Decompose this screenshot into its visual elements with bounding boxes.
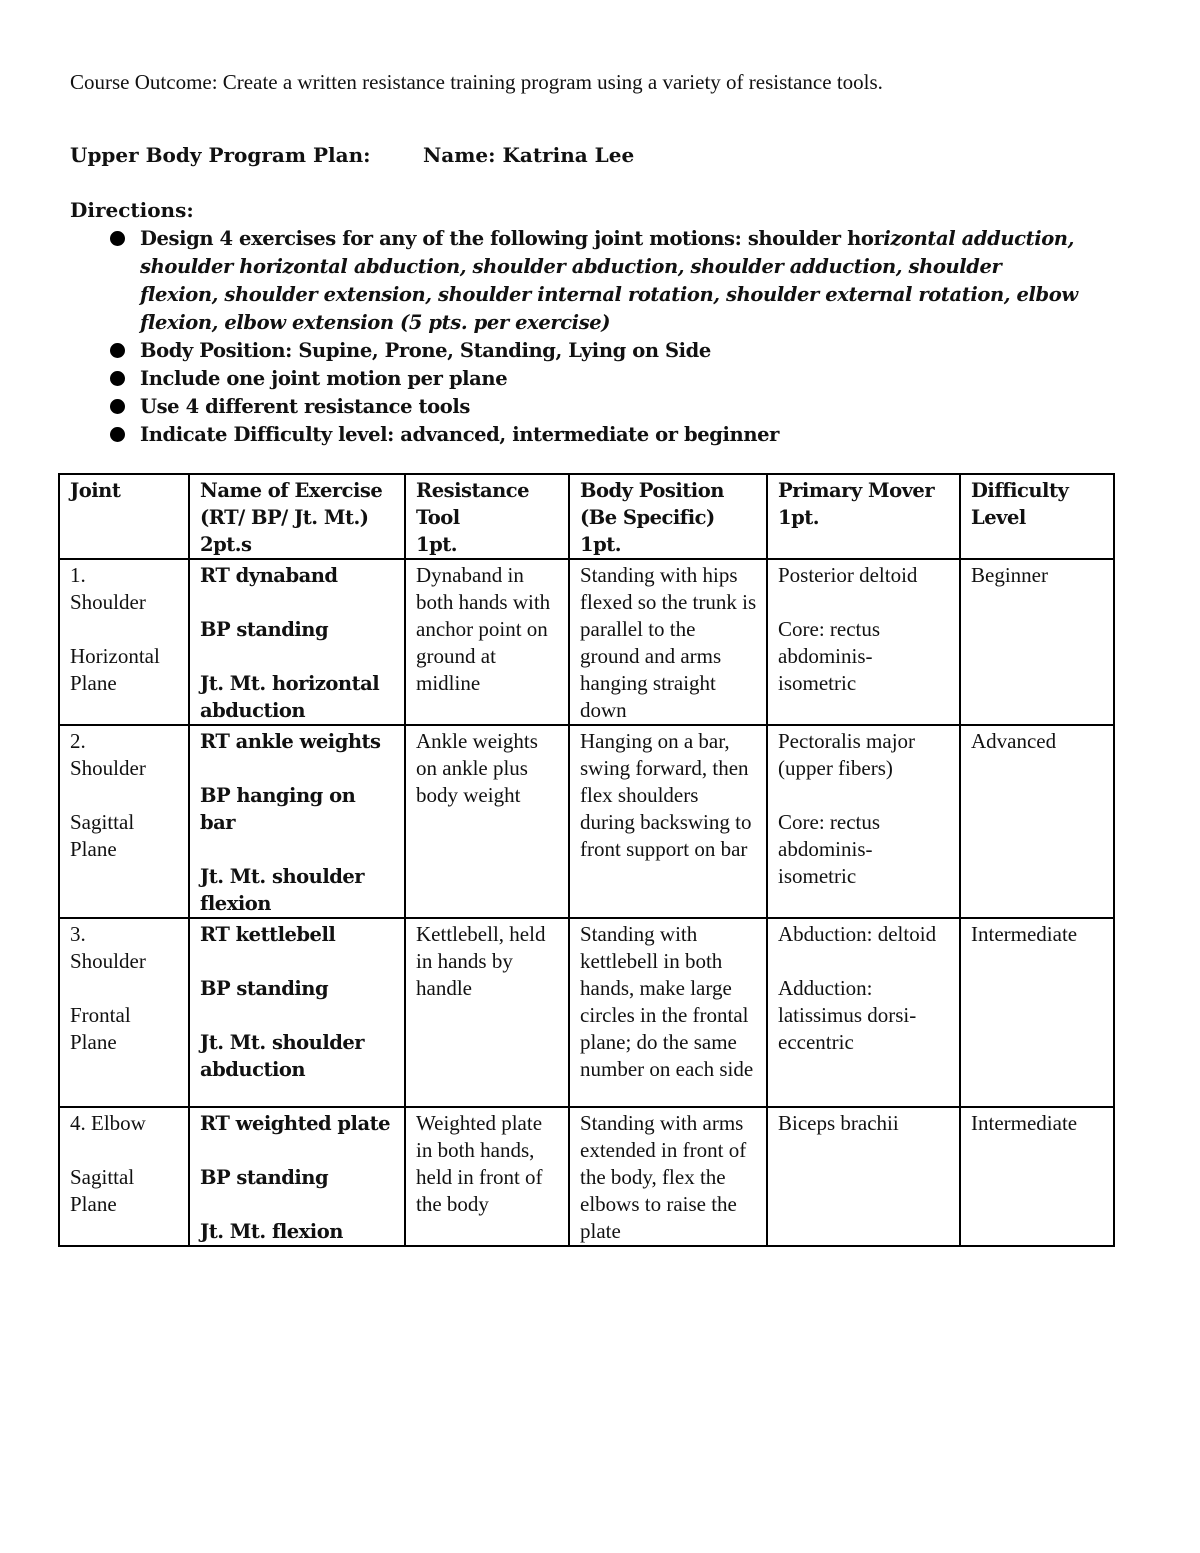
cell-exercise: RT kettlebell BP standing Jt. Mt. shoulder abduction [189,918,405,1107]
plan-label: Upper Body Program Plan: [70,143,371,167]
cell-joint: 4. Elbow Sagittal Plane [59,1107,189,1246]
bullet-icon [110,231,125,246]
cell-primary-mover: Abduction: deltoid Adduction: latissimus dorsi-eccentric [767,918,960,1107]
direction-text: Indicate Difficulty level: advanced, intermediate or beginner [140,423,779,446]
bullet-icon [110,343,125,358]
direction-text: Include one joint motion per plane [140,367,508,390]
header-resistance-tool: Resistance Tool 1pt. [405,474,569,559]
bullet-icon [110,427,125,442]
table-header-row [59,474,1114,559]
direction-item [70,337,1080,365]
cell-exercise: RT ankle weights BP hanging on bar Jt. Mt. shoulder flexion [189,725,405,918]
cell-resistance-tool: Weighted plate in both hands, held in front of the body [405,1107,569,1246]
student-name: Name: Katrina Lee [423,143,635,167]
cell-body-position: Standing with arms extended in front of the body, flex the elbows to raise the plate [569,1107,767,1246]
cell-difficulty: Intermediate [960,1107,1114,1246]
header-exercise: Name of Exercise (RT/ BP/ Jt. Mt.) 2pt.s [189,474,405,559]
direction-text: Use 4 different resistance tools [140,395,470,418]
cell-body-position: Standing with kettlebell in both hands, make large circles in the frontal plane; do the same number on each side [569,918,767,1107]
cell-difficulty: Advanced [960,725,1114,918]
header-joint: Joint [59,474,189,559]
cell-primary-mover: Posterior deltoid Core: rectus abdominis-isometric [767,559,960,725]
cell-resistance-tool: Dynaband in both hands with anchor point on ground at midline [405,559,569,725]
plan-header [70,143,635,167]
table-row [59,559,1114,725]
direction-item [70,393,1080,421]
course-outcome: Course Outcome: Create a written resistance training program using a variety of resistance tools. [70,70,883,94]
cell-resistance-tool: Ankle weights on ankle plus body weight [405,725,569,918]
direction-text: Design 4 exercises for any of the following joint motions: shoulder hor [140,227,884,250]
header-body-position: Body Position (Be Specific) 1pt. [569,474,767,559]
direction-text-italic: izontal adduction, shoulder horizontal abduction, shoulder abduction, shoulder adduction, shoulder flexion, shoulder extension, shoulder internal rotation, shoulder external rotation, elbow flexion, elbow extension (5 pts. per exercise) [140,227,1078,334]
bullet-icon [110,399,125,414]
header-primary-mover: Primary Mover 1pt. [767,474,960,559]
cell-joint: 3. Shoulder Frontal Plane [59,918,189,1107]
table-row [59,1107,1114,1246]
direction-item [70,421,1080,449]
direction-item [70,225,1080,337]
cell-resistance-tool: Kettlebell, held in hands by handle [405,918,569,1107]
cell-difficulty: Intermediate [960,918,1114,1107]
cell-primary-mover: Biceps brachii [767,1107,960,1246]
direction-item [70,365,1080,393]
cell-body-position: Hanging on a bar, swing forward, then flex shoulders during backswing to front support on bar [569,725,767,918]
cell-exercise: RT dynaband BP standing Jt. Mt. horizontal abduction [189,559,405,725]
table-row [59,725,1114,918]
program-table [58,473,1115,1247]
cell-difficulty: Beginner [960,559,1114,725]
directions-list [70,225,1080,449]
cell-body-position: Standing with hips flexed so the trunk is parallel to the ground and arms hanging straight down [569,559,767,725]
cell-joint: 1. Shoulder Horizontal Plane [59,559,189,725]
bullet-icon [110,371,125,386]
cell-primary-mover: Pectoralis major (upper fibers) Core: rectus abdominis-isometric [767,725,960,918]
table-row [59,918,1114,1107]
header-difficulty: Difficulty Level [960,474,1114,559]
direction-text: Body Position: Supine, Prone, Standing, Lying on Side [140,339,711,362]
cell-exercise: RT weighted plate BP standing Jt. Mt. flexion [189,1107,405,1246]
cell-joint: 2. Shoulder Sagittal Plane [59,725,189,918]
directions-title: Directions: [70,198,194,222]
